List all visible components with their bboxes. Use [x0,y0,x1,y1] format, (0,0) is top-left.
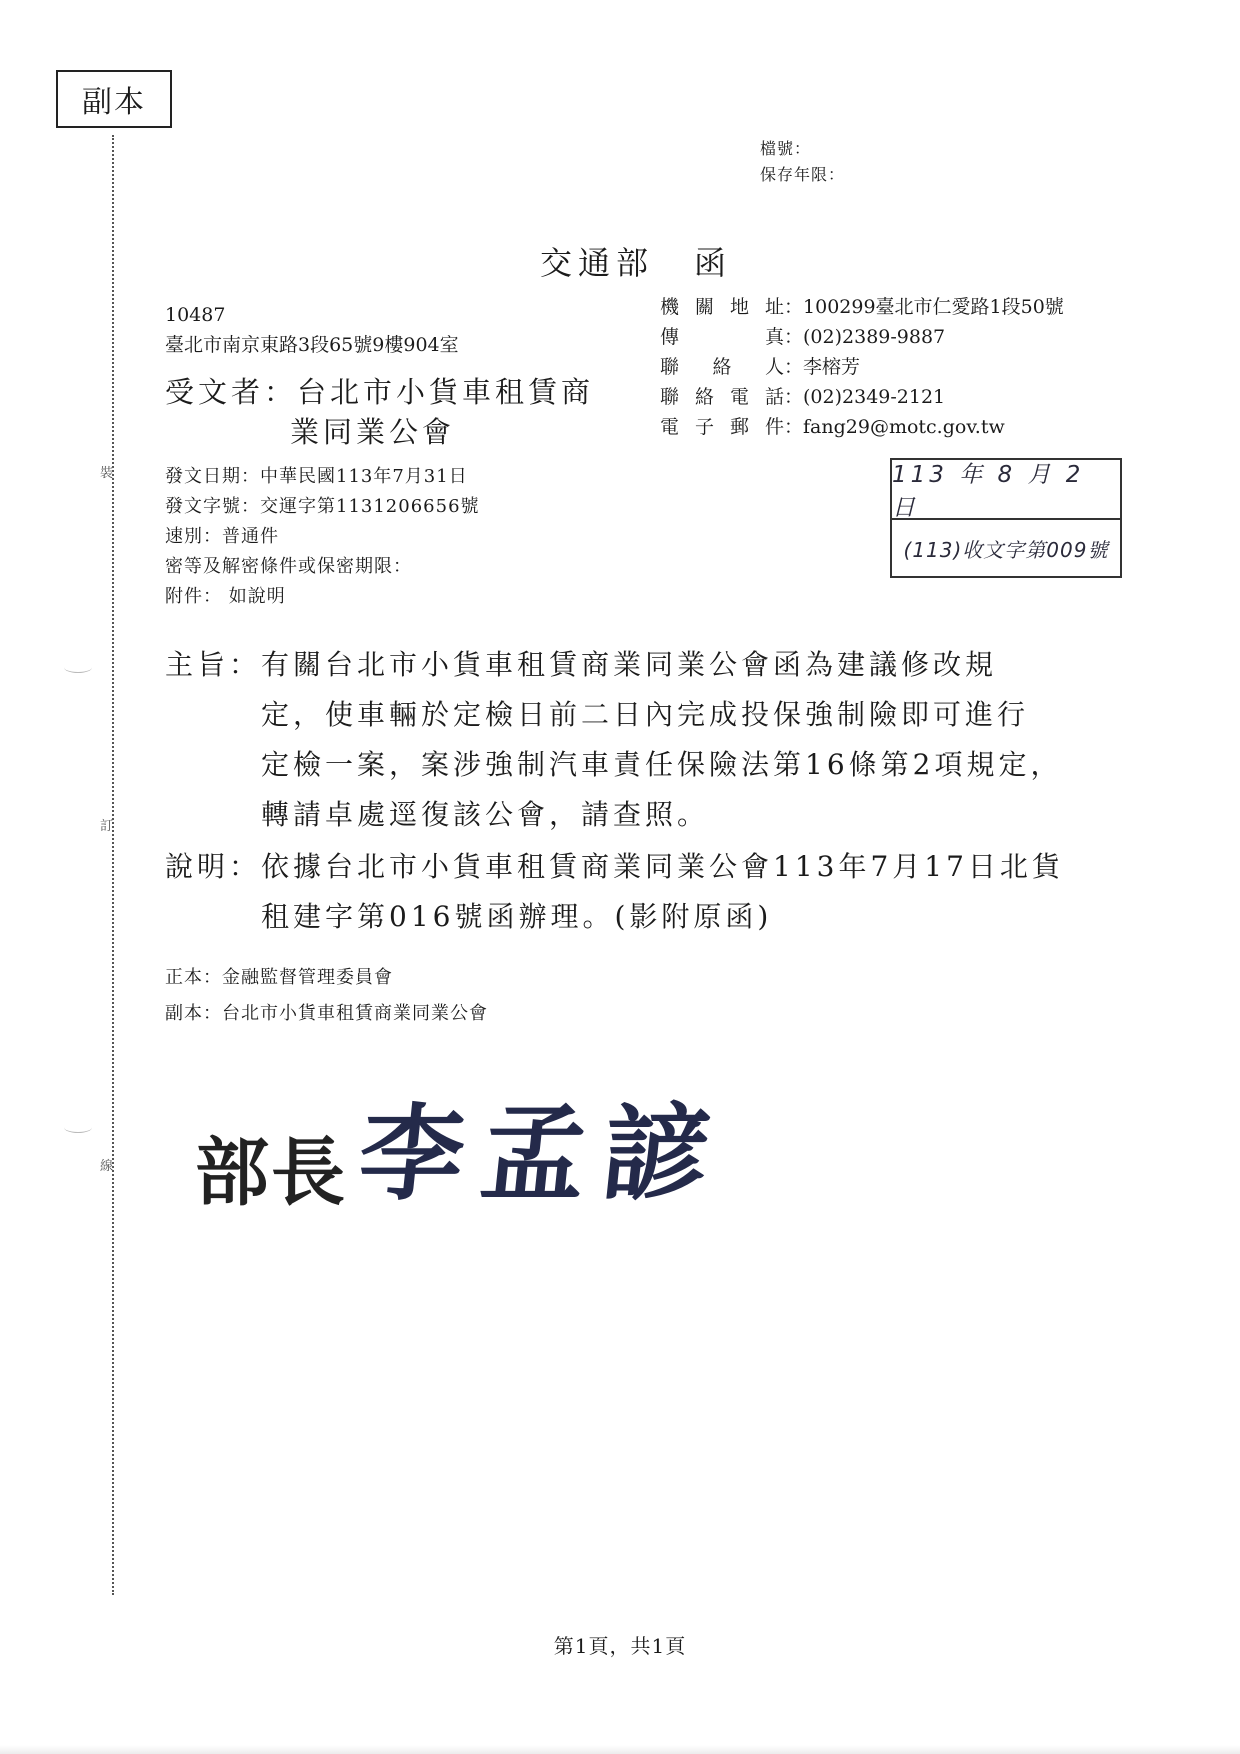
received-stamp [890,458,1122,578]
explanation-line: 租建字第016號函辦理。(影附原函) [261,900,773,933]
sender-address-row: 機關地址：100299臺北市仁愛路1段50號 [660,296,1064,318]
document-number: 發文字號：交運字第1131206656號 [165,496,480,517]
received-number: (113)收文字第009號 [903,537,1109,562]
urgency: 速別：普通件 [165,526,279,547]
subject-line: 有關台北市小貨車租賃商業同業公會函為建議修改規 [261,648,998,681]
recipient [165,372,594,452]
confidentiality: 密等及解密條件或保密期限： [165,556,412,577]
binding-mark-zhuang: 裝 [100,466,114,481]
explanation-line: 依據台北市小貨車租賃商業同業公會113年7月17日北貨 [261,850,1064,883]
punch-hole [64,662,92,673]
sender-contact-row: 聯 絡 人：李榕芳 [660,356,861,378]
attachments: 附件： 如說明 [165,586,286,607]
binding-mark-ding: 訂 [100,819,114,834]
signature-name: 李孟諺 [353,1092,733,1215]
document-type: 函 [694,244,733,282]
document-title [540,238,732,284]
explanation-label: 說明： [165,850,262,883]
subject-label: 主旨： [165,648,262,681]
binding-line [112,135,114,1595]
subject-line: 轉請卓處逕復該公會，請查照。 [261,798,710,831]
subject-section [165,640,1085,840]
issue-date: 發文日期：中華民國113年7月31日 [165,466,468,487]
received-date: 113 年 8 月 2 日 [892,460,1120,520]
document-meta [165,462,480,612]
sender-fax-row: 傳 真：(02)2389-9887 [660,326,946,348]
file-number-label: 檔號： [760,139,812,158]
recipient-postal-code: 10487 [165,304,226,326]
sender-email-row: 電子郵件：fang29@motc.gov.tw [660,416,1005,438]
copy-recipient: 副本：台北市小貨車租賃商業同業公會 [165,1003,488,1024]
page-footer: 第1頁，共1頁 [553,1634,687,1658]
scan-edge [0,1745,1240,1754]
retention-period-label: 保存年限： [760,165,846,184]
recipient-name-line2: 業同業公會 [290,415,456,449]
minister-signature [195,1070,733,1220]
sender-phone-row: 聯絡電話：(02)2349-2121 [660,386,946,408]
sender-info [660,292,1064,442]
distribution-list [165,960,488,1032]
issuing-agency: 交通部 [540,244,655,282]
subject-line: 定檢一案，案涉強制汽車責任保險法第16條第2項規定， [261,748,1063,781]
original-recipient: 正本：金融監督管理委員會 [165,967,393,988]
recipient-label: 受文者： [165,375,298,409]
recipient-name-line1: 台北市小貨車租賃商 [297,375,595,409]
subject-line: 定，使車輛於定檢日前二日內完成投保強制險即可進行 [261,698,1030,731]
binding-mark-xian: 線 [100,1159,114,1174]
copy-mark: 副本 [56,70,172,128]
punch-hole [64,1122,92,1133]
recipient-address: 臺北市南京東路3段65號9樓904室 [165,334,459,356]
signature-title: 部長 [195,1130,347,1216]
explanation-section [165,842,1085,942]
